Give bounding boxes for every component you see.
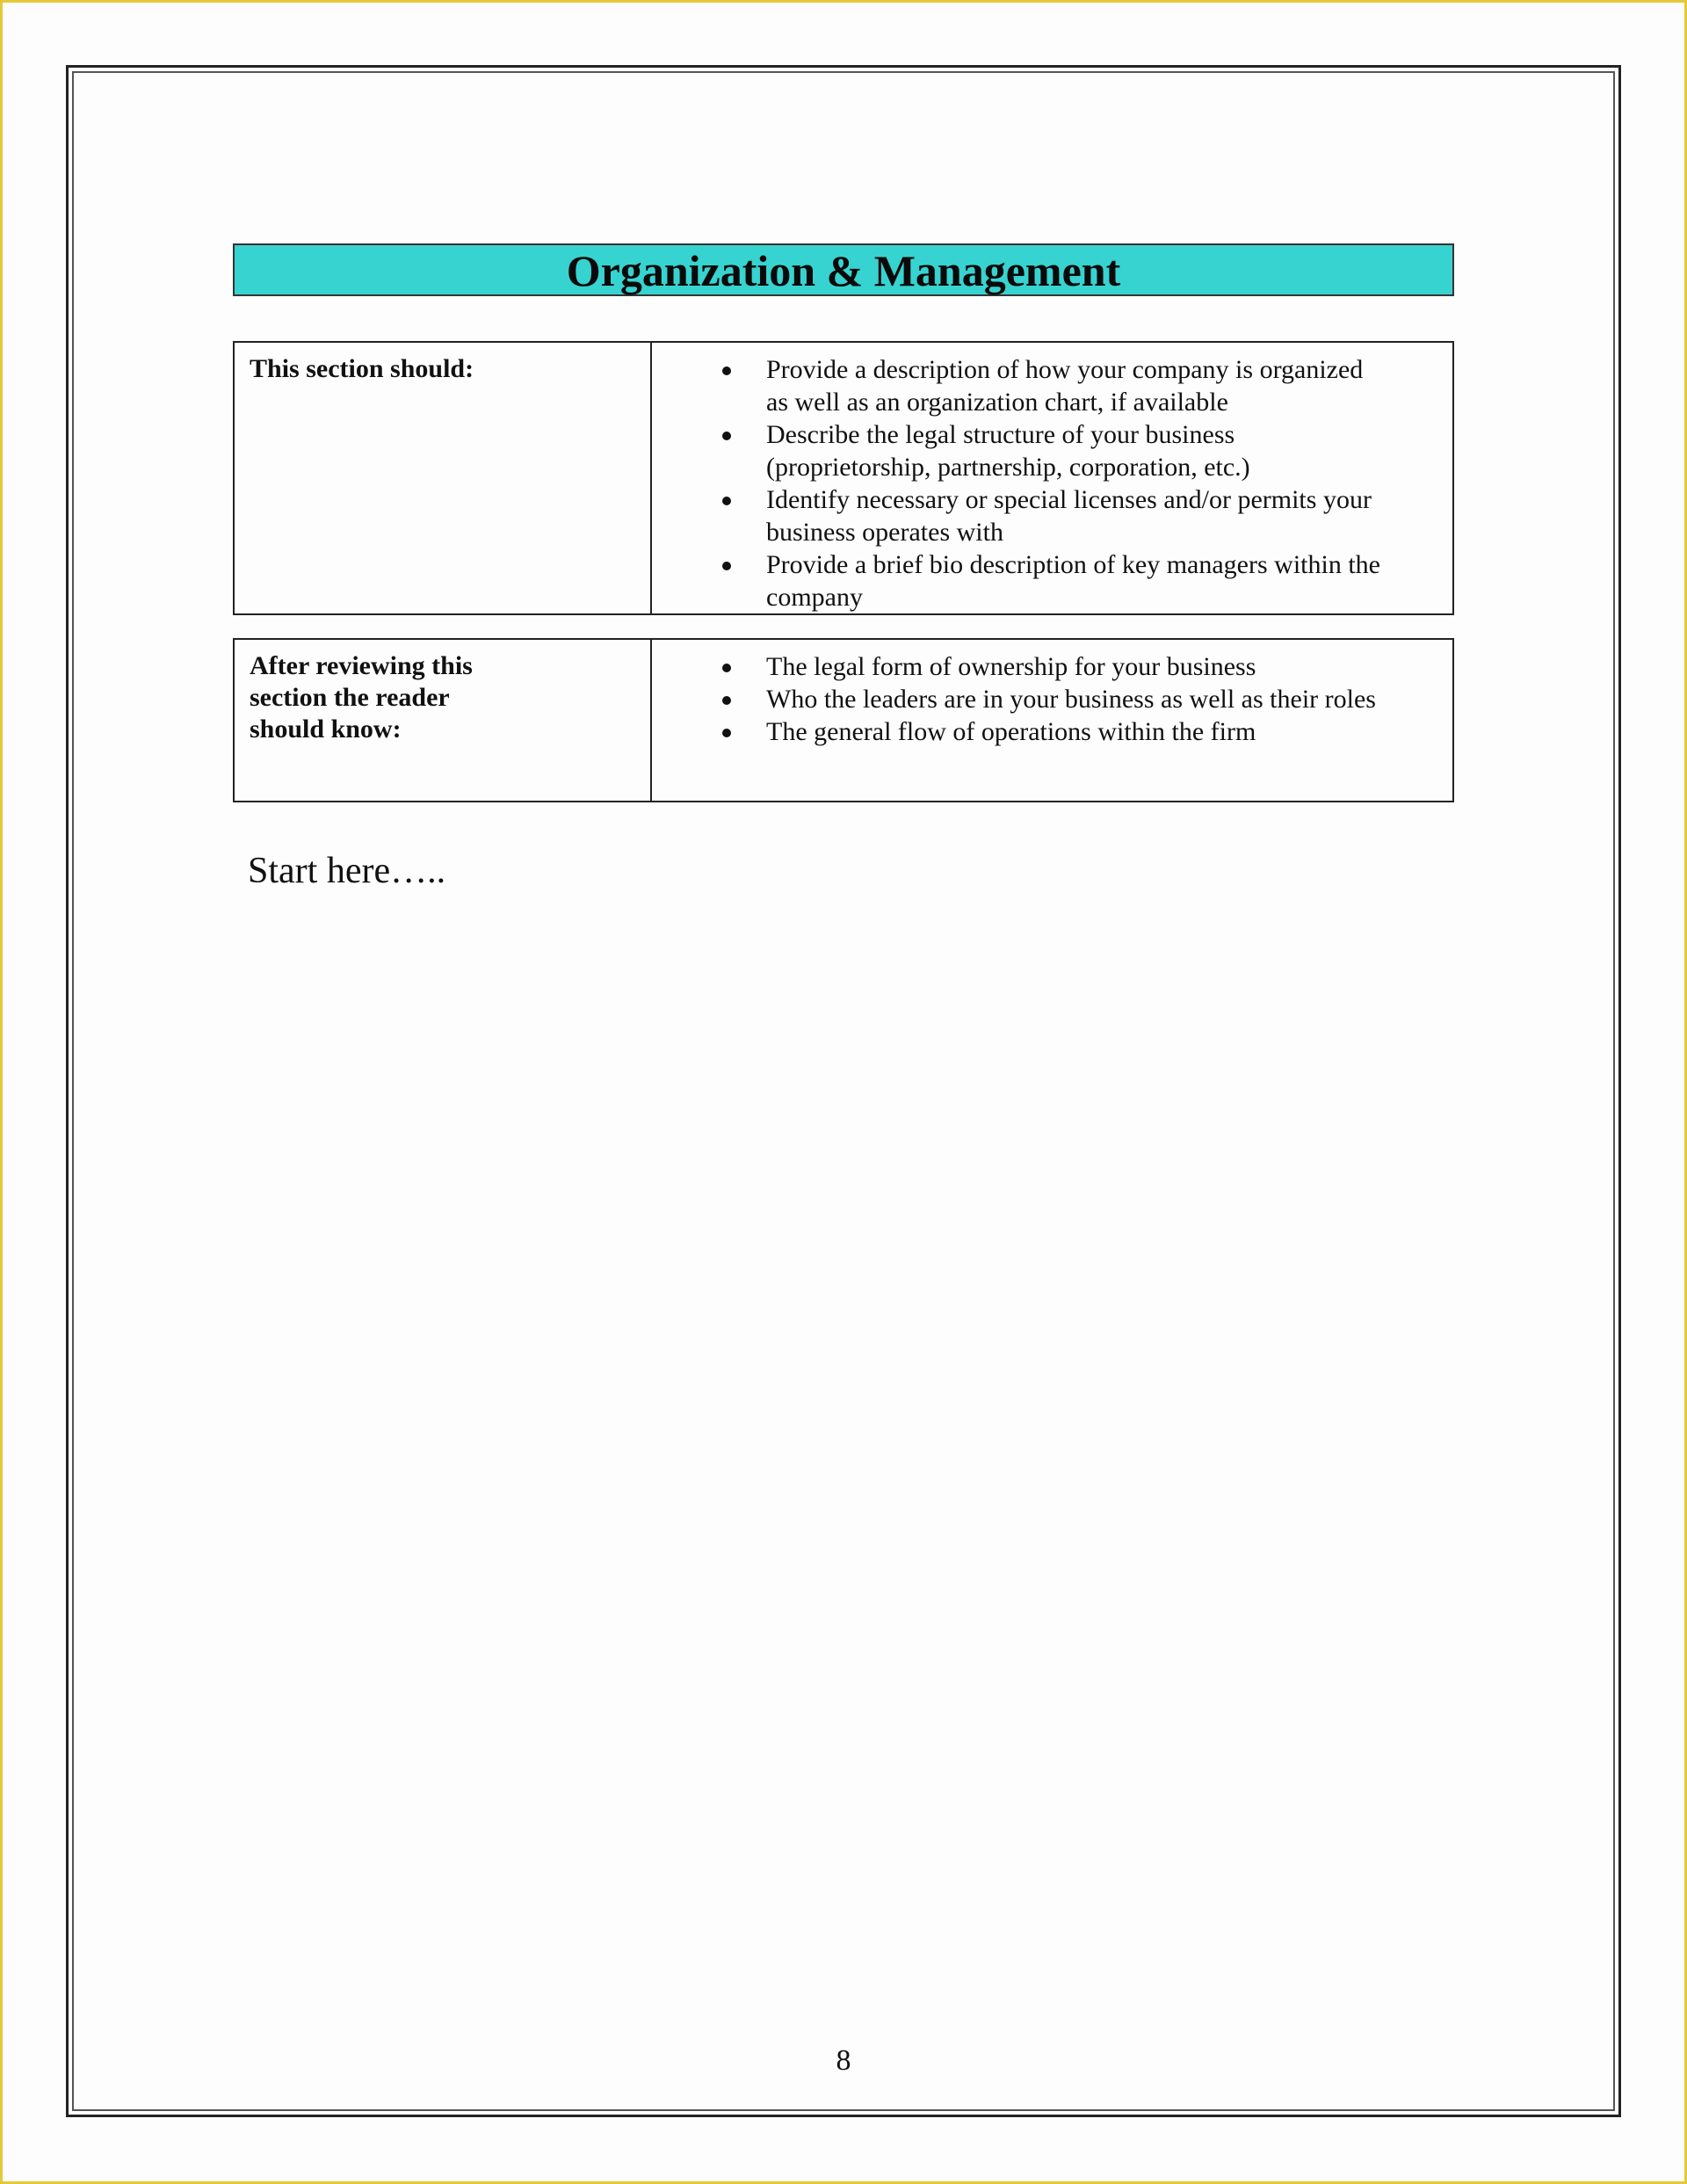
start-here-text[interactable]: Start here….. — [248, 851, 446, 891]
page-number: 8 — [836, 2044, 851, 2077]
list-item-text: Describe the legal structure of your business (proprietorship, partnership, corporation, etc.) — [766, 420, 1250, 482]
bullet-icon — [722, 432, 731, 440]
section-should-list — [652, 353, 1452, 613]
list-item-text: Provide a brief bio description of key managers within the company — [766, 550, 1380, 612]
list-item — [265, 683, 1452, 715]
list-item — [265, 715, 1452, 748]
list-item — [265, 650, 1452, 683]
label-line: should know: — [250, 715, 402, 744]
list-item-text: The legal form of ownership for your business — [766, 652, 1256, 681]
list-item-text: Identify necessary or special licenses and/or permits your business operates with — [766, 485, 1372, 547]
section-should-content — [651, 342, 1453, 614]
label-line: section the reader — [250, 683, 450, 712]
label-line: After reviewing this — [250, 651, 473, 680]
reader-should-know-list — [652, 650, 1452, 748]
bullet-icon — [722, 696, 731, 705]
list-item-text: Who the leaders are in your business as well as their roles — [766, 685, 1376, 714]
list-item — [265, 418, 1452, 483]
table-row — [234, 342, 1453, 614]
bullet-icon — [722, 497, 731, 505]
list-item-text: The general flow of operations within the firm — [766, 717, 1256, 746]
table-row — [234, 639, 1453, 802]
section-should-table — [233, 341, 1454, 615]
bullet-icon — [722, 729, 731, 737]
bullet-icon — [722, 366, 731, 375]
list-item — [265, 483, 1452, 548]
bullet-icon — [722, 664, 731, 672]
list-item — [265, 353, 1452, 418]
reader-should-know-table — [233, 638, 1454, 802]
title-banner — [233, 243, 1454, 296]
list-item-text: Provide a description of how your company is organized as well as an organization chart, if available — [766, 355, 1364, 417]
section-should-label: This section should: — [234, 342, 651, 614]
bullet-icon — [722, 562, 731, 570]
page-title: Organization & Management — [566, 246, 1121, 295]
list-item — [265, 548, 1452, 613]
reader-should-know-content — [651, 639, 1453, 802]
